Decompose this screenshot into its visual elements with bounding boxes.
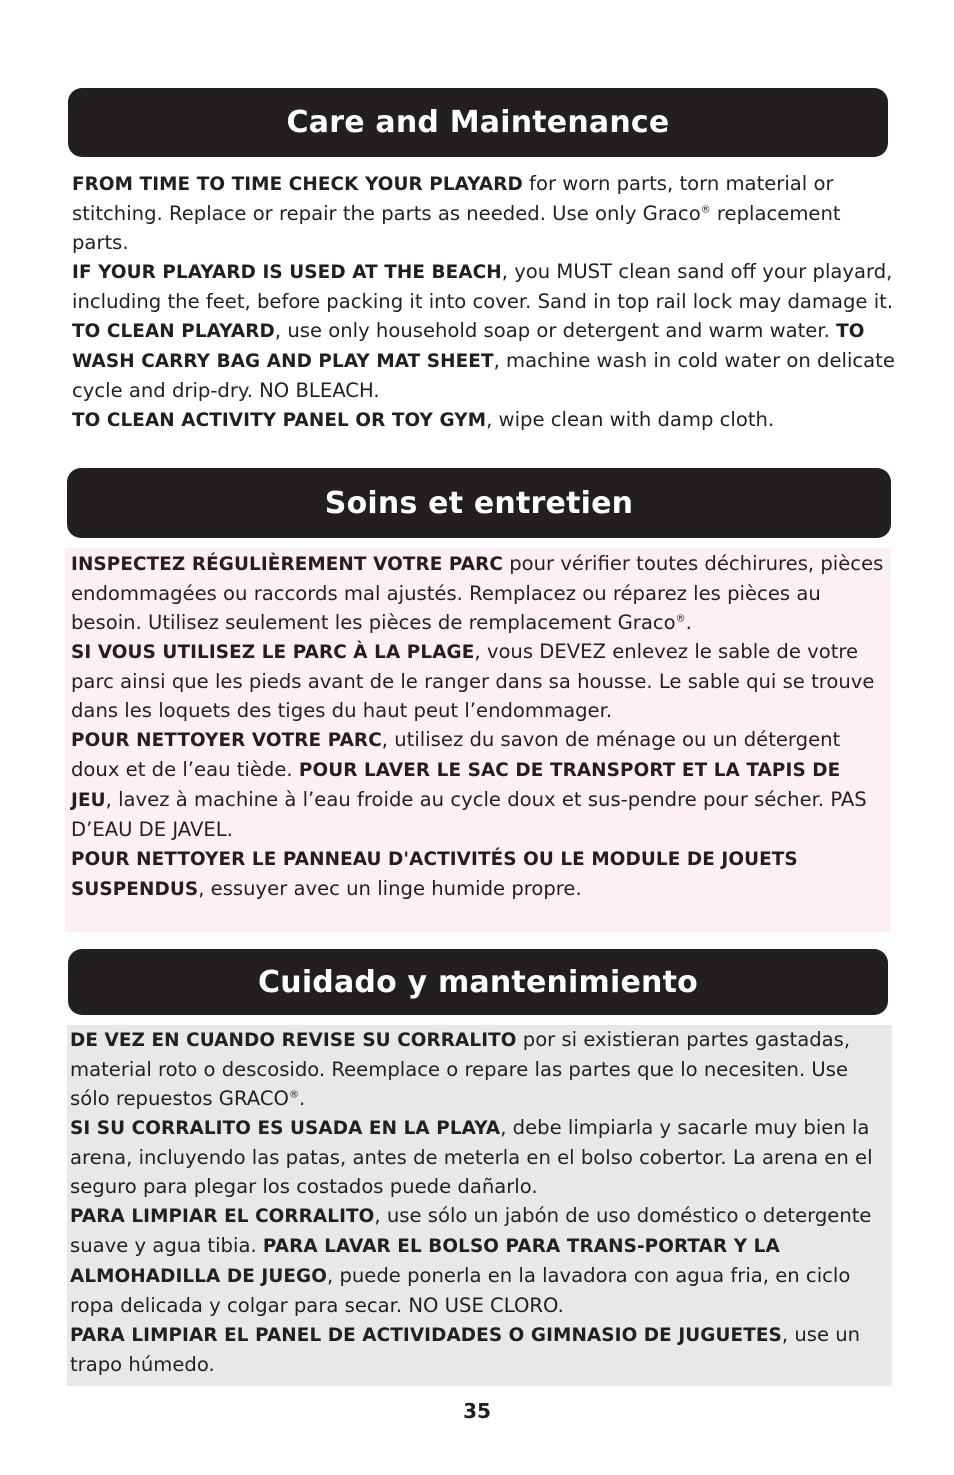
paragraph-fr-4 [71, 844, 885, 904]
body-text: , you MUST clean sand off your playard, including the feet, before packing it into cover. Sand in top rail lock may damage it. [72, 260, 894, 313]
registered-mark: ® [700, 204, 711, 216]
body-text: , puede ponerla en la lavadora con agua fria, en ciclo ropa delicada y colgar para secar. NO USE CLORO. [70, 1264, 851, 1317]
body-text: . [298, 1087, 306, 1110]
body-text: replacement parts. [72, 202, 841, 254]
body-text: , use un trapo húmedo. [70, 1323, 861, 1376]
body-text: pour vérifier toutes déchirures, pièces endommagées ou raccords mal ajustés. Remplacez ou réparez les pièces au besoin. Utilisez seulement les pièces de remplacement Graco [71, 552, 884, 634]
bold-lead: FROM TIME TO TIME CHECK YOUR PLAYARD [72, 174, 523, 195]
paragraph-es-1 [70, 1025, 888, 1113]
bold-lead: INSPECTEZ RÉGULIÈREMENT VOTRE PARC [71, 554, 503, 575]
paragraph-es-3 [70, 1201, 888, 1320]
bold-lead: POUR NETTOYER LE PANNEAU D'ACTIVITÉS OU LE MODULE DE JOUETS SUSPENDUS [71, 849, 798, 900]
section-title-es [68, 949, 888, 1015]
section-title-en-text: Care and Maintenance [286, 105, 670, 140]
body-text: , utilisez du savon de ménage ou un détergent doux et de l’eau tiède. [71, 728, 841, 781]
bold-lead: TO CLEAN ACTIVITY PANEL OR TOY GYM [72, 410, 487, 431]
bold-lead: PARA LAVAR EL BOLSO PARA TRANS-PORTAR Y LA ALMOHADILLA DE JUEGO [70, 1236, 780, 1287]
body-text: , debe limpiarla y sacarle muy bien la arena, incluyendo las patas, antes de meterla en el bolso cobertor. La arena en el seguro para plegar los costados puede dañarlo. [70, 1116, 873, 1198]
body-text: , use sólo un jabón de uso doméstico o detergente suave y agua tibia. [70, 1204, 872, 1257]
body-text: . [685, 611, 692, 634]
body-text: , lavez à machine à l’eau froide au cycle doux et sus-pendre pour sécher. PAS D’EAU DE JAVEL. [71, 788, 867, 841]
body-text: , wipe clean with damp cloth. [486, 408, 775, 431]
paragraph-es-4 [70, 1320, 888, 1379]
bold-lead: DE VEZ EN CUANDO REVISE SU CORRALITO [70, 1030, 517, 1051]
body-text: , machine wash in cold water on delicate cycle and drip-dry. NO BLEACH. [72, 349, 895, 402]
bold-lead: POUR NETTOYER VOTRE PARC [71, 730, 382, 751]
paragraph-en-2 [72, 257, 896, 316]
section-body-en [72, 169, 896, 435]
bold-lead: SI VOUS UTILISEZ LE PARC À LA PLAGE [71, 642, 475, 663]
bold-lead: TO CLEAN PLAYARD [72, 321, 275, 342]
body-text: , use only household soap or detergent and warm water. [274, 319, 837, 342]
bold-lead: IF YOUR PLAYARD IS USED AT THE BEACH [72, 262, 502, 283]
section-body-es [67, 1025, 892, 1386]
bold-lead: PARA LIMPIAR EL CORRALITO [70, 1206, 375, 1227]
paragraph-fr-2 [71, 637, 885, 725]
body-text: , vous DEVEZ enlevez le sable de votre parc ainsi que les pieds avant de le ranger dans sa housse. Le sable qui se trouve dans les loquets des tiges du haut peut l’endommager. [71, 640, 875, 722]
section-body-fr [65, 548, 891, 932]
section-title-fr [67, 468, 891, 538]
paragraph-fr-3 [71, 725, 885, 844]
paragraph-fr-1 [71, 549, 885, 637]
body-text: for worn parts, torn material or stitching. Replace or repair the parts as needed. Use only Graco [72, 172, 834, 225]
body-text: por si existieran partes gastadas, material roto o descosido. Reemplace o repare las partes que lo necesiten. Use sólo repuestos GRACO [70, 1028, 851, 1110]
paragraph-en-4 [72, 405, 896, 435]
bold-lead: PARA LIMPIAR EL PANEL DE ACTIVIDADES O GIMNASIO DE JUGUETES [70, 1325, 782, 1346]
page-number: 35 [463, 1399, 491, 1423]
section-title-fr-text: Soins et entretien [324, 485, 634, 521]
bold-lead: SI SU CORRALITO ES USADA EN LA PLAYA [70, 1118, 501, 1139]
paragraph-en-3 [72, 316, 896, 405]
paragraph-en-1 [72, 169, 896, 257]
paragraph-es-2 [70, 1113, 888, 1201]
section-title-en [68, 88, 888, 157]
bold-lead: POUR LAVER LE SAC DE TRANSPORT ET LA TAPIS DE JEU [71, 760, 841, 811]
registered-mark: ® [288, 1089, 299, 1101]
body-text: , essuyer avec un linge humide propre. [198, 877, 582, 900]
bold-lead: TO WASH CARRY BAG AND PLAY MAT SHEET [72, 321, 865, 372]
registered-mark: ® [675, 613, 686, 625]
section-title-es-text: Cuidado y mantenimiento [258, 964, 698, 1000]
